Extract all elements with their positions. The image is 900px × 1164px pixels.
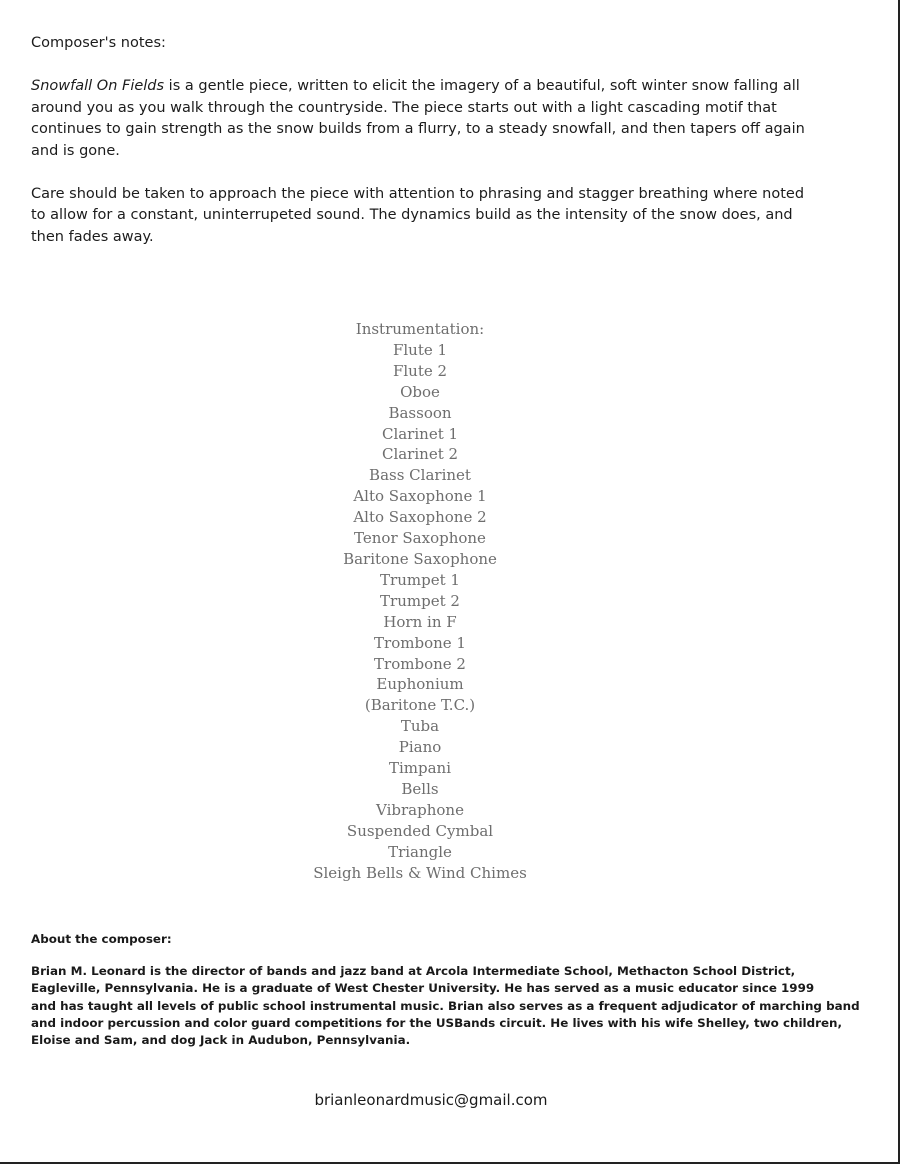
instrument-item: Baritone Saxophone [343, 549, 497, 568]
about-composer [31, 931, 881, 1049]
instrument-item: Bass Clarinet [369, 466, 471, 485]
instrument-item: Trumpet 2 [380, 591, 460, 610]
instrument-item: Tuba [400, 717, 440, 736]
instrument-item: (Baritone T.C.) [364, 696, 476, 715]
instrument-item: Euphonium [376, 675, 464, 694]
about-line: Eagleville, Pennsylvania. He is a graduate of West Chester University. He has served as a music educator since 1999 [31, 981, 815, 996]
notes-p2-line: to allow for a constant, uninterrupeted sound. The dynamics build as the intensity of the snow does, and [31, 207, 793, 223]
instrument-item: Clarinet 2 [381, 445, 459, 464]
instrument-item: Piano [398, 738, 442, 757]
about-heading: About the composer: [31, 932, 172, 946]
notes-p1-line: continues to gain strength as the snow builds from a flurry, to a steady snowfall, and then tapers off again [31, 121, 805, 137]
instrument-item: Bassoon [388, 403, 452, 422]
notes-p1-line: around you as you walk through the countryside. The piece starts out with a light cascading motif that [31, 99, 777, 116]
instrument-item: Trumpet 1 [380, 570, 460, 589]
about-line: Brian M. Leonard is the director of bands and jazz band at Arcola Intermediate School, Methacton School District, [31, 964, 796, 979]
notes-heading: Composer's notes: [31, 35, 166, 51]
instrumentation-list [270, 319, 570, 883]
instrument-item: Trombone 2 [374, 654, 466, 673]
instrument-item: Oboe [400, 382, 440, 401]
about-line: and has taught all levels of public school instrumental music. Brian also serves as a frequent adjudicator of marching band [31, 998, 860, 1013]
instrumentation-heading: Instrumentation: [355, 320, 485, 338]
instrument-item: Tenor Saxophone [354, 529, 486, 548]
about-line: Eloise and Sam, and dog Jack in Audubon, Pennsylvania. [31, 1033, 411, 1048]
instrument-item: Suspended Cymbal [346, 821, 494, 840]
instrument-item: Alto Saxophone 2 [353, 508, 487, 527]
about-line: and indoor percussion and color guard competitions for the USBands circuit. He lives with his wife Shelley, two children, [31, 1015, 843, 1030]
notes-p1-line: and is gone. [31, 142, 120, 159]
notes-paragraph-1 [31, 76, 851, 98]
instrument-item: Vibraphone [376, 800, 464, 819]
instrument-item: Sleigh Bells & Wind Chimes [313, 863, 527, 882]
contact-email[interactable]: brianleonardmusic@gmail.com [314, 1091, 548, 1109]
notes-p1-line: is a gentle piece, written to elicit the imagery of a beautiful, soft winter snow falling all [164, 78, 800, 94]
instrument-item: Flute 1 [392, 340, 448, 359]
instrument-item: Horn in F [383, 612, 457, 631]
composers-notes [31, 33, 851, 248]
instrument-item: Triangle [388, 842, 452, 861]
instrument-item: Timpani [388, 759, 452, 778]
instrument-item: Trombone 1 [374, 633, 466, 652]
instrument-item: Clarinet 1 [381, 424, 459, 443]
instrument-item: Flute 2 [392, 361, 448, 380]
notes-p2-line: then fades away. [31, 228, 154, 245]
notes-p2-line: Care should be taken to approach the piece with attention to phrasing and stagger breathing where noted [31, 185, 805, 202]
piece-title: Snowfall On Fields [31, 78, 165, 94]
instrument-item: Bells [401, 779, 439, 798]
instrument-item: Alto Saxophone 1 [353, 487, 487, 506]
